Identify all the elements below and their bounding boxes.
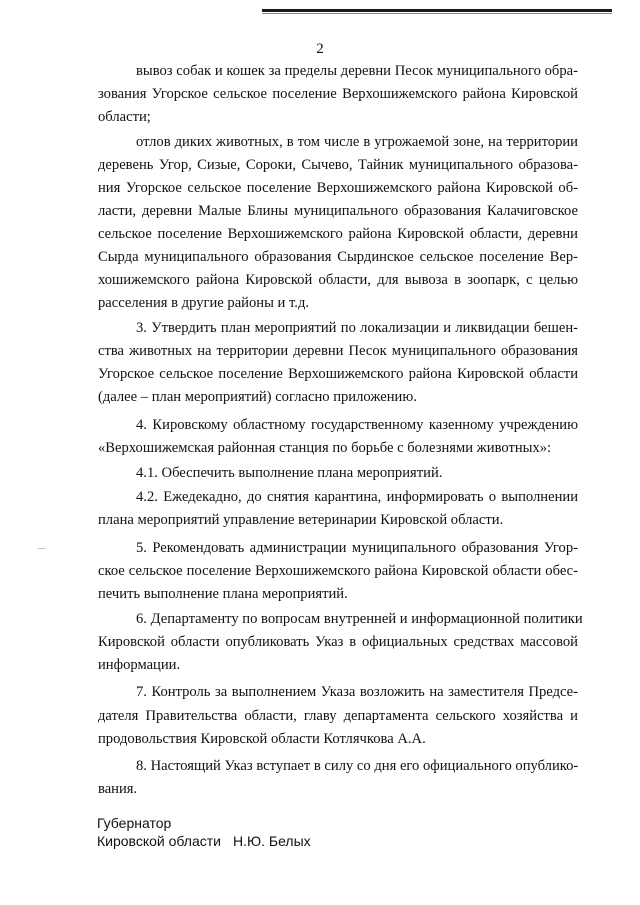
text-line: области; bbox=[98, 109, 151, 126]
signatory-name: Н.Ю. Белых bbox=[232, 832, 311, 849]
signature-block bbox=[97, 815, 311, 850]
text-line: 4.1. Обеспечить выполнение плана мероприятий. bbox=[136, 464, 443, 481]
scan-margin-mark bbox=[38, 548, 46, 549]
text-line: 3. Утвердить план мероприятий по локализации и ликвидации бешен- bbox=[136, 320, 578, 337]
text-line: Сырда муниципального образования Сырдинское сельское поселение Вер- bbox=[98, 249, 578, 266]
signatory-title: Губернатор bbox=[97, 815, 172, 831]
text-line: вывоз собак и кошек за пределы деревни Песок муниципального обра- bbox=[136, 63, 578, 79]
paragraph bbox=[98, 317, 578, 409]
text-line: ства животных на территории деревни Песок муниципального образования bbox=[98, 343, 578, 360]
document-body bbox=[98, 60, 583, 801]
paragraph bbox=[98, 681, 578, 750]
text-line: 4.2. Ежедекадно, до снятия карантина, информировать о выполнении bbox=[136, 489, 578, 506]
paragraph bbox=[98, 462, 578, 485]
text-line: расселения в другие районы и т.д. bbox=[98, 295, 310, 312]
signatory-region-line bbox=[97, 833, 311, 851]
signatory-region: Кировской области bbox=[97, 832, 221, 849]
text-line: «Верхошижемская районная станция по борьбе с болезнями животных»: bbox=[98, 440, 552, 456]
paragraph bbox=[98, 60, 578, 129]
text-line: ния Угорское сельское поселение Верхошижемского района Кировской об- bbox=[98, 179, 578, 196]
header-rule bbox=[262, 9, 612, 12]
text-line: сельское поселение Верхошижемского района Кировской области, деревни bbox=[98, 226, 578, 243]
paragraph bbox=[98, 131, 578, 316]
paragraph bbox=[98, 414, 578, 460]
text-line: информации. bbox=[98, 656, 181, 673]
text-line: ласти, деревни Малые Блины муниципального образования Калачиговское bbox=[98, 203, 578, 220]
text-line: зования Угорское сельское поселение Верхошижемского района Кировской bbox=[98, 86, 578, 103]
text-line: 7. Контроль за выполнением Указа возложить на заместителя Предсе- bbox=[136, 684, 578, 701]
text-line: вания. bbox=[98, 781, 138, 798]
paragraph bbox=[98, 608, 583, 677]
paragraph bbox=[98, 486, 578, 532]
paragraph bbox=[98, 755, 578, 801]
text-line: 6. Департаменту по вопросам внутренней и информационной политики bbox=[136, 610, 583, 627]
text-line: Кировской области опубликовать Указ в официальных средствах массовой bbox=[98, 633, 578, 650]
text-line: продовольствия Кировской области Котлячкова А.А. bbox=[98, 730, 426, 747]
text-line: отлов диких животных, в том числе в угрожаемой зоне, на территории bbox=[136, 133, 578, 150]
text-line: ское сельское поселение Верхошижемского района Кировской области обес- bbox=[98, 562, 578, 579]
text-line: хошижемского района Кировской области, для вывоза в зоопарк, с целью bbox=[98, 272, 578, 289]
paragraph bbox=[98, 537, 578, 606]
text-line: 5. Рекомендовать администрации муниципального образования Угор- bbox=[136, 539, 578, 556]
text-line: печить выполнение плана мероприятий. bbox=[98, 586, 348, 603]
text-line: 8. Настоящий Указ вступает в силу со дня его официального опублико- bbox=[136, 758, 579, 775]
header-rule-shadow bbox=[262, 13, 612, 14]
text-line: Угорское сельское поселение Верхошижемского района Кировской области bbox=[98, 366, 578, 383]
page-number: 2 bbox=[316, 41, 324, 57]
text-line: плана мероприятий управление ветеринарии Кировской области. bbox=[98, 512, 504, 529]
text-line: дателя Правительства области, главу департамента сельского хозяйства и bbox=[98, 707, 578, 724]
text-line: 4. Кировскому областному государственному казенному учреждению bbox=[136, 416, 578, 433]
text-line: (далее – план мероприятий) согласно приложению. bbox=[98, 389, 417, 406]
text-line: деревень Угор, Сизые, Сороки, Сычево, Тайник муниципального образова- bbox=[98, 156, 578, 173]
